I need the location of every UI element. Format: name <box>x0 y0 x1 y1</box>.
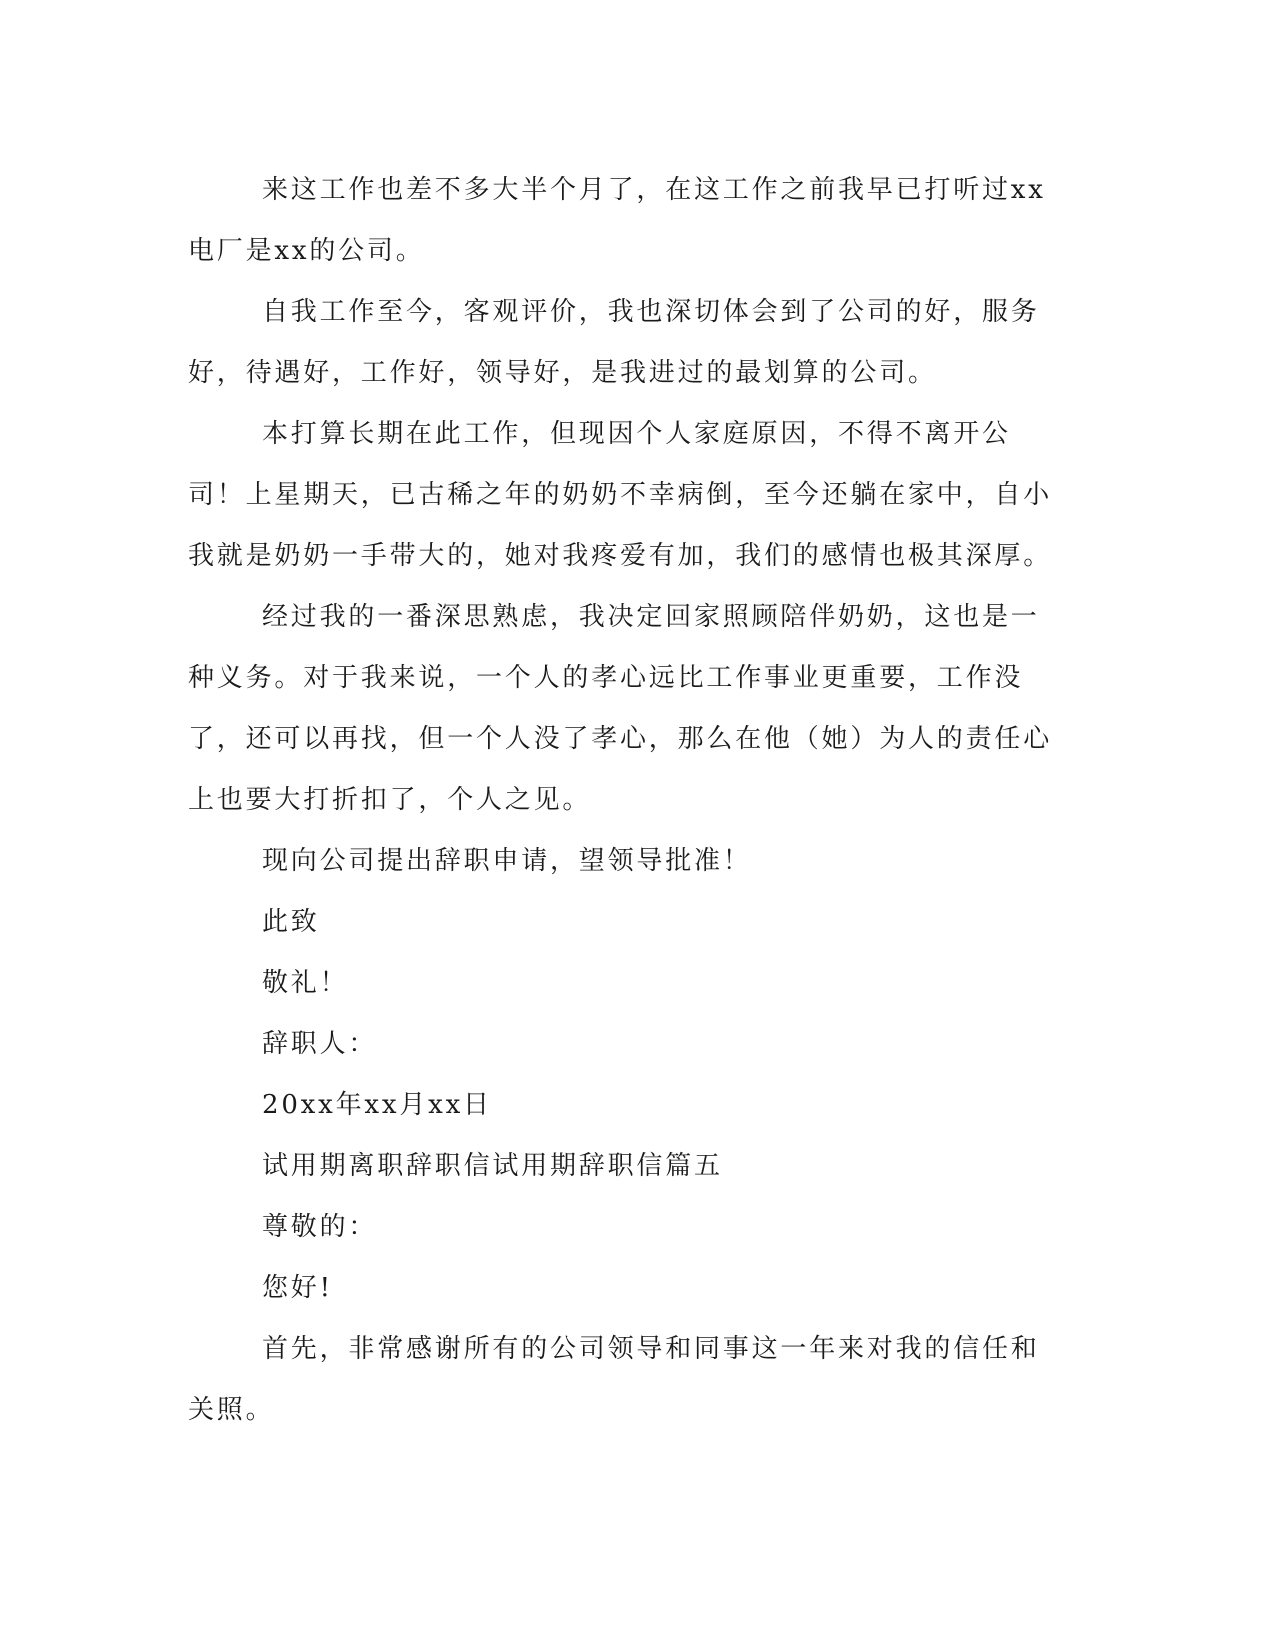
section-title: 试用期离职辞职信试用期辞职信篇五 <box>262 1151 723 1181</box>
closing-salutation: 此致 <box>262 907 320 937</box>
paragraph-intro: 来这工作也差不多大半个月了，在这工作之前我早已打听过xx电厂是xx的公司。 <box>188 175 1046 266</box>
paragraph-thanks: 首先，非常感谢所有的公司领导和同事这一年来对我的信任和关照。 <box>188 1334 1040 1425</box>
paragraph-reason: 本打算长期在此工作，但现因个人家庭原因，不得不离开公司！上星期天，已古稀之年的奶奶不幸病倒，至今还躺在家中，自小我就是奶奶一手带大的，她对我疼爱有加，我们的感情也极其深厚。 <box>188 419 1053 571</box>
greeting-salutation: 尊敬的： <box>262 1212 378 1242</box>
paragraph-evaluation: 自我工作至今，客观评价，我也深切体会到了公司的好，服务好，待遇好，工作好，领导好，是我进过的最划算的公司。 <box>188 297 1040 388</box>
greeting-hello: 您好! <box>262 1273 333 1303</box>
closing-regards: 敬礼！ <box>262 968 349 998</box>
signature-label: 辞职人： <box>262 1029 378 1059</box>
document-body <box>188 160 1068 1441</box>
paragraph-request: 现向公司提出辞职申请，望领导批准！ <box>262 846 752 876</box>
signature-date: 20xx年xx月xx日 <box>262 1090 492 1120</box>
paragraph-decision: 经过我的一番深思熟虑，我决定回家照顾陪伴奶奶，这也是一种义务。对于我来说，一个人的孝心远比工作事业更重要，工作没了，还可以再找，但一个人没了孝心，那么在他（她）为人的责任心上也要大打折扣了，个人之见。 <box>188 602 1053 815</box>
